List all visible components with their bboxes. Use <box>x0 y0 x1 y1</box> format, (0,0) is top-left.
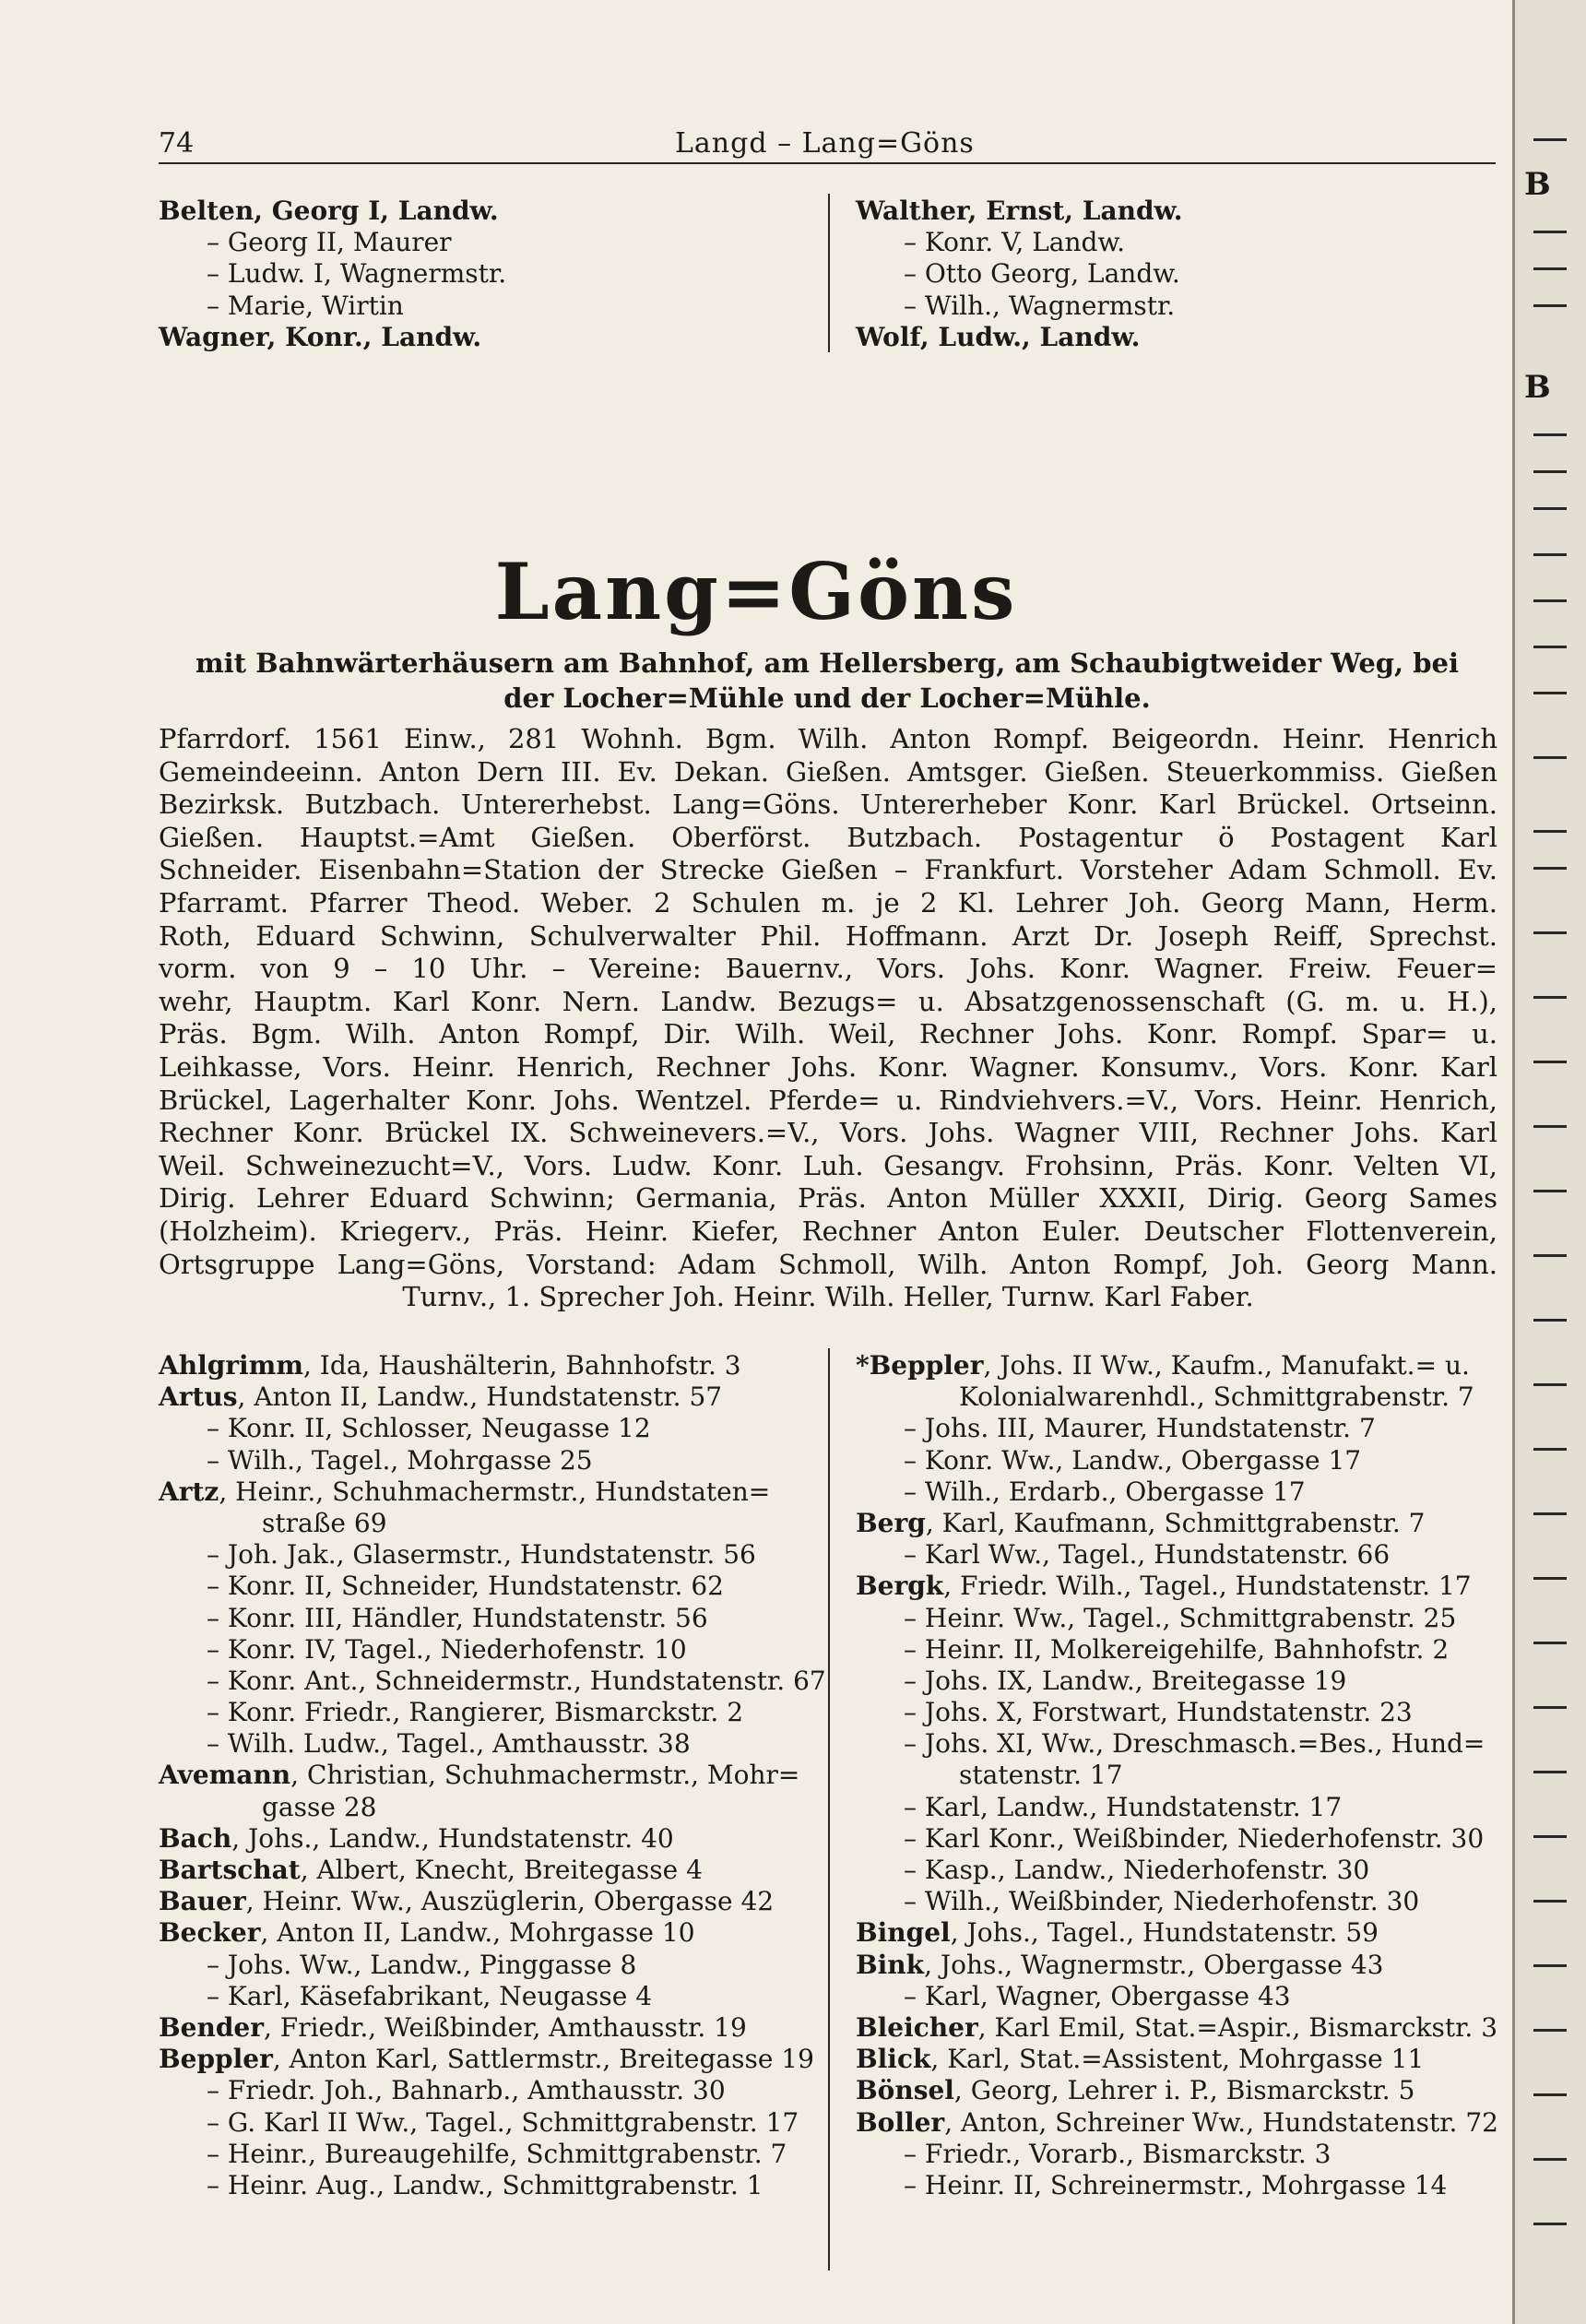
edge-mark <box>1533 1319 1567 1322</box>
resident-entry: *Beppler, Johs. II Ww., Kaufm., Manufakt.= u. <box>856 1350 1470 1381</box>
description-line: (Holzheim). Kriegerv., Präs. Heinr. Kiefer, Rechner Anton Euler. Deutscher Flottenverein, <box>159 1215 1497 1247</box>
column-divider <box>828 194 830 352</box>
resident-entry: Beppler, Anton Karl, Sattlermstr., Breitegasse 19 <box>159 2044 814 2075</box>
resident-entry: Bach, Johs., Landw., Hundstatenstr. 40 <box>159 1822 674 1854</box>
resident-entry: – Heinr., Bureaugehilfe, Schmittgrabenstr. 7 <box>207 2138 787 2169</box>
list-item: – Marie, Wirtin <box>207 290 404 321</box>
running-head: Langd – Lang=Göns <box>675 127 975 160</box>
resident-entry: Bönsel, Georg, Lehrer i. P., Bismarckstr. 5 <box>856 2075 1415 2106</box>
edge-mark <box>1533 470 1567 473</box>
edge-mark <box>1533 1706 1567 1709</box>
list-item: Belten, Georg I, Landw. <box>159 196 499 226</box>
resident-entry: – Heinr. Aug., Landw., Schmittgrabenstr. 1 <box>207 2169 763 2200</box>
resident-entry: – Johs. III, Maurer, Hundstatenstr. 7 <box>904 1413 1376 1444</box>
resident-entry: – Konr. II, Schlosser, Neugasse 12 <box>207 1413 651 1444</box>
resident-entry: – Johs. IX, Landw., Breitegasse 19 <box>904 1665 1347 1696</box>
langd-list-left <box>159 196 813 353</box>
edge-mark <box>1533 646 1567 648</box>
subtitle-line: der Locher=Mühle und der Locher=Mühle. <box>503 682 1151 714</box>
edge-mark <box>1533 1448 1567 1451</box>
resident-entry: – Konr. Friedr., Rangierer, Bismarckstr. 2 <box>207 1697 744 1728</box>
resident-entry: Blick, Karl, Stat.=Assistent, Mohrgasse 11 <box>856 2044 1425 2075</box>
edge-mark <box>1533 1835 1567 1838</box>
edge-mark <box>1533 756 1567 759</box>
resident-entry: – Johs. Ww., Landw., Pinggasse 8 <box>207 1949 637 1980</box>
description-line: Rechner Konr. Brückel IX. Schweinevers.=V., Vors. Johs. Wagner VIII, Rechner Johs. Karl <box>159 1117 1497 1149</box>
resident-entry: gasse 28 <box>262 1791 377 1822</box>
resident-entry: – Konr. Ww., Landw., Obergasse 17 <box>904 1444 1362 1476</box>
edge-mark <box>1533 1964 1567 1967</box>
resident-entry: – Heinr. II, Molkereigehilfe, Bahnhofstr. 2 <box>904 1633 1450 1665</box>
place-subtitle <box>159 646 1496 716</box>
edge-mark <box>1533 1771 1567 1773</box>
column-divider <box>828 1348 830 2271</box>
resident-entry: – Wilh. Ludw., Tagel., Amthausstr. 38 <box>207 1728 691 1760</box>
resident-entry: Artz, Heinr., Schuhmachermstr., Hundstaten= <box>159 1476 771 1507</box>
resident-entry: – G. Karl II Ww., Tagel., Schmittgrabenstr. 17 <box>207 2106 799 2138</box>
page-number: 74 <box>159 127 195 160</box>
resident-entry: Avemann, Christian, Schuhmachermstr., Mohr= <box>159 1760 800 1791</box>
place-title: Lang=Göns <box>494 546 1018 637</box>
list-item: Wagner, Konr., Landw. <box>159 321 482 352</box>
description-line: Pfarrdorf. 1561 Einw., 281 Wohnh. Bgm. Wilh. Anton Rompf. Beigeordn. Heinr. Henrich <box>159 723 1497 754</box>
edge-mark <box>1533 2223 1567 2225</box>
edge-mark <box>1533 1577 1567 1580</box>
resident-entry: Boller, Anton, Schreiner Ww., Hundstatenstr. 72 <box>856 2106 1498 2138</box>
resident-entry: – Heinr. II, Schreinermstr., Mohrgasse 14 <box>904 2169 1448 2200</box>
edge-mark <box>1533 1900 1567 1903</box>
resident-entry: – Wilh., Tagel., Mohrgasse 25 <box>207 1444 593 1476</box>
langd-list-right <box>856 196 1501 353</box>
edge-mark <box>1533 1642 1567 1644</box>
resident-entry: – Friedr. Joh., Bahnarb., Amthausstr. 30 <box>207 2075 726 2106</box>
resident-entry: – Karl, Wagner, Obergasse 43 <box>904 1980 1291 2011</box>
edge-mark <box>1533 2029 1567 2032</box>
edge-mark <box>1533 138 1567 141</box>
resident-entry: Bartschat, Albert, Knecht, Breitegasse 4 <box>159 1855 703 1885</box>
resident-entry: straße 69 <box>262 1507 387 1538</box>
description-line: Ortsgruppe Lang=Göns, Vorstand: Adam Schmoll, Wilh. Anton Rompf, Joh. Georg Mann. <box>159 1248 1497 1280</box>
resident-entry: – Johs. X, Forstwart, Hundstatenstr. 23 <box>904 1697 1413 1728</box>
resident-entry: Bender, Friedr., Weißbinder, Amthausstr. 19 <box>159 2011 747 2043</box>
edge-mark <box>1533 996 1567 999</box>
list-item: – Georg II, Maurer <box>207 227 452 258</box>
description-line: Gemeindeeinn. Anton Dern III. Ev. Dekan. Gießen. Amtsger. Gießen. Steuerkommiss. Gießen <box>159 755 1497 788</box>
resident-entry: Becker, Anton II, Landw., Mohrgasse 10 <box>159 1917 695 1949</box>
edge-mark <box>1533 433 1567 436</box>
list-item: – Ludw. I, Wagnermstr. <box>207 258 507 290</box>
edge-mark <box>1533 1190 1567 1192</box>
description-line: Weil. Schweinezucht=V., Vors. Ludw. Konr. Luh. Gesangv. Frohsinn, Präs. Konr. Velten VI, <box>159 1149 1497 1181</box>
resident-entry: Bergk, Friedr. Wilh., Tagel., Hundstatenstr. 17 <box>856 1571 1472 1602</box>
description-line: Gießen. Hauptst.=Amt Gießen. Oberförst. Butzbach. Postagentur ö Postagent Karl <box>159 821 1497 853</box>
list-item: Walther, Ernst, Landw. <box>856 196 1183 226</box>
resident-entry: – Konr. Ant., Schneidermstr., Hundstatenstr. 67 <box>207 1665 826 1696</box>
resident-entry: Kolonialwarenhdl., Schmittgrabenstr. 7 <box>959 1381 1474 1413</box>
edge-glyph: B <box>1524 166 1551 203</box>
resident-entry: – Karl, Käsefabrikant, Neugasse 4 <box>207 1980 653 2011</box>
description-line: Leihkasse, Vors. Heinr. Henrich, Rechner Johs. Konr. Wagner. Konsumv., Vors. Konr. Karl <box>159 1050 1497 1083</box>
description-line: vorm. von 9 – 10 Uhr. – Vereine: Bauernv., Vors. Johs. Konr. Wagner. Freiw. Feuer= <box>159 953 1497 985</box>
description-line: wehr, Hauptm. Karl Konr. Nern. Landw. Bezugs= u. Absatzgenossenschaft (G. m. u. H.), <box>159 985 1497 1017</box>
edge-glyph: B <box>1524 369 1551 406</box>
resident-entry: Ahlgrimm, Ida, Haushälterin, Bahnhofstr. 3 <box>159 1350 741 1381</box>
resident-entry: Bleicher, Karl Emil, Stat.=Aspir., Bismarckstr. 3 <box>856 2011 1498 2043</box>
resident-entry: – Karl Ww., Tagel., Hundstatenstr. 66 <box>904 1539 1391 1571</box>
list-item: – Otto Georg, Landw. <box>904 258 1180 290</box>
resident-entry: – Wilh., Weißbinder, Niederhofenstr. 30 <box>904 1886 1420 1917</box>
list-item: – Wilh., Wagnermstr. <box>904 290 1176 321</box>
edge-mark <box>1533 2158 1567 2161</box>
resident-entry: – Karl, Landw., Hundstatenstr. 17 <box>904 1791 1343 1822</box>
resident-entry: – Wilh., Erdarb., Obergasse 17 <box>904 1476 1306 1507</box>
edge-mark <box>1533 1125 1567 1128</box>
edge-mark <box>1533 1061 1567 1063</box>
description-line: Schneider. Eisenbahn=Station der Strecke Gießen – Frankfurt. Vorsteher Adam Schmoll. Ev. <box>159 854 1497 886</box>
list-item: Wolf, Ludw., Landw. <box>856 321 1141 352</box>
description-line: Bezirksk. Butzbach. Untererhebst. Lang=Göns. Untererheber Konr. Karl Brückel. Ortseinn. <box>159 788 1497 821</box>
resident-entry: – Konr. IV, Tagel., Niederhofenstr. 10 <box>207 1633 687 1665</box>
resident-list-right <box>856 1350 1501 2201</box>
place-description <box>159 723 1497 1314</box>
resident-entry: – Johs. XI, Ww., Dreschmasch.=Bes., Hund= <box>904 1728 1485 1760</box>
edge-mark <box>1533 599 1567 602</box>
description-line: Pfarramt. Pfarrer Theod. Weber. 2 Schulen m. je 2 Kl. Lehrer Joh. Georg Mann, Herm. <box>159 886 1497 919</box>
resident-entry: Berg, Karl, Kaufmann, Schmittgrabenstr. 7 <box>856 1507 1426 1538</box>
edge-mark <box>1533 1254 1567 1257</box>
subtitle-line: mit Bahnwärterhäusern am Bahnhof, am Hellersberg, am Schaubigtweider Weg, bei <box>195 647 1459 679</box>
resident-entry: – Konr. II, Schneider, Hundstatenstr. 62 <box>207 1571 724 1602</box>
description-line: Brückel, Lagerhalter Konr. Johs. Wentzel. Pferde= u. Rindviehvers.=V., Vors. Heinr. Henrich, <box>159 1084 1497 1116</box>
resident-list-left <box>159 1350 859 2201</box>
resident-entry: Bink, Johs., Wagnermstr., Obergasse 43 <box>856 1949 1384 1980</box>
resident-entry: – Konr. III, Händler, Hundstatenstr. 56 <box>207 1602 708 1633</box>
resident-entry: statenstr. 17 <box>959 1760 1123 1791</box>
edge-mark <box>1533 867 1567 870</box>
resident-entry: – Heinr. Ww., Tagel., Schmittgrabenstr. 25 <box>904 1602 1457 1633</box>
edge-mark <box>1533 507 1567 510</box>
resident-entry: – Friedr., Vorarb., Bismarckstr. 3 <box>904 2138 1332 2169</box>
description-line: Dirig. Lehrer Eduard Schwinn; Germania, Präs. Anton Müller XXXII, Dirig. Georg Sames <box>159 1182 1497 1215</box>
edge-mark <box>1533 231 1567 233</box>
resident-entry: Artus, Anton II, Landw., Hundstatenstr. 57 <box>159 1381 723 1413</box>
resident-entry: – Joh. Jak., Glasermstr., Hundstatenstr. 56 <box>207 1539 756 1571</box>
edge-mark <box>1533 304 1567 307</box>
page-header <box>159 122 1496 164</box>
list-item: – Konr. V, Landw. <box>904 227 1125 258</box>
description-line: Roth, Eduard Schwinn, Schulverwalter Phil. Hoffmann. Arzt Dr. Joseph Reiff, Sprechst. <box>159 919 1497 952</box>
edge-mark <box>1533 2093 1567 2096</box>
edge-mark <box>1533 1383 1567 1386</box>
edge-mark <box>1533 692 1567 694</box>
resident-entry: – Kasp., Landw., Niederhofenstr. 30 <box>904 1855 1370 1885</box>
next-page-edge <box>1512 0 1586 2324</box>
description-line: Präs. Bgm. Wilh. Anton Rompf, Dir. Wilh. Weil, Rechner Johs. Konr. Rompf. Spar= u. <box>159 1018 1497 1050</box>
resident-entry: Bauer, Heinr. Ww., Auszüglerin, Obergasse 42 <box>159 1886 775 1917</box>
edge-mark <box>1533 931 1567 934</box>
edge-mark <box>1533 267 1567 270</box>
edge-mark <box>1533 830 1567 833</box>
edge-mark <box>1533 1512 1567 1515</box>
description-line: Turnv., 1. Sprecher Joh. Heinr. Wilh. Heller, Turnw. Karl Faber. <box>402 1281 1254 1313</box>
resident-entry: Bingel, Johs., Tagel., Hundstatenstr. 59 <box>856 1917 1379 1949</box>
resident-entry: – Karl Konr., Weißbinder, Niederhofenstr. 30 <box>904 1822 1485 1854</box>
edge-mark <box>1533 553 1567 556</box>
